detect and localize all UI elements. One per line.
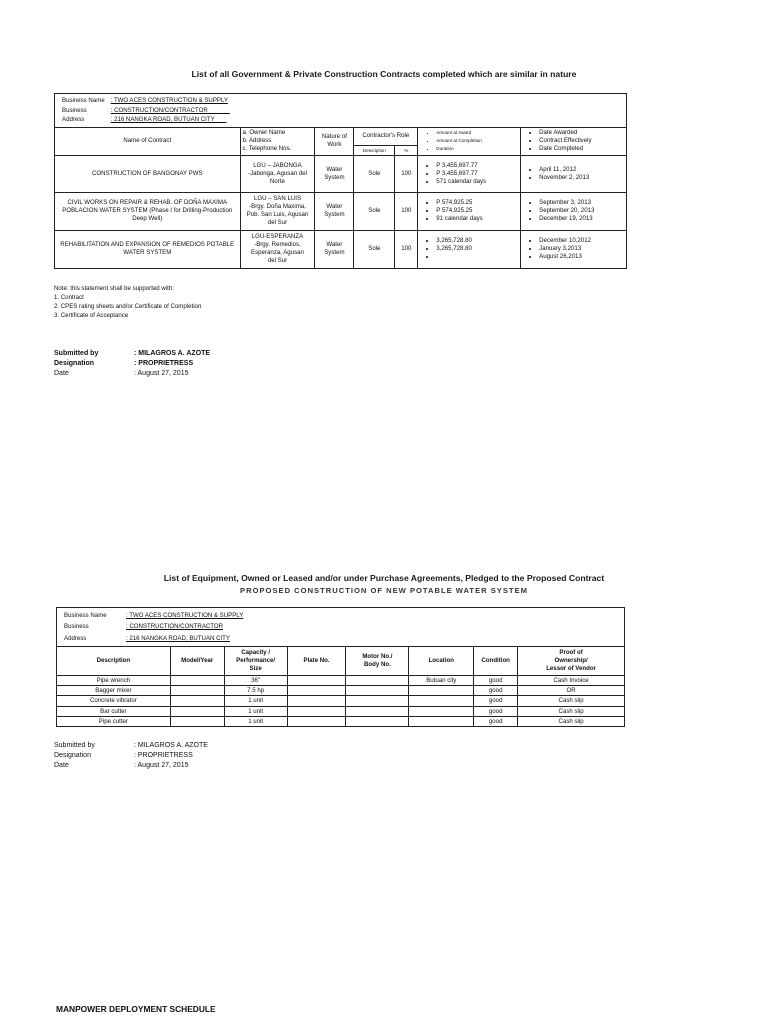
business-label: Business xyxy=(62,106,87,114)
equipment-business-info xyxy=(57,608,625,647)
contract-description: Sole xyxy=(354,230,395,268)
table-row xyxy=(57,706,625,716)
contract-nature: Water System xyxy=(315,230,354,268)
equipment-capacity: 1 unit xyxy=(224,717,287,727)
equipment-condition: good xyxy=(474,675,518,685)
contract-owner: LGU-ESPERANZA -Brgy. Remedios, Esperanza, Agusan del Sur xyxy=(240,230,315,268)
business-name-label: Business Name xyxy=(64,612,107,619)
address-value: : 216 NANGKA ROAD, BUTUAN CITY xyxy=(126,634,230,642)
business-name-label: Business Name xyxy=(62,97,105,104)
equipment-model xyxy=(170,706,224,716)
equipment-description: Pipe wrench xyxy=(57,675,171,685)
address-value: : 216 NANGKA ROAD, BUTUAN CITY ___ xyxy=(110,116,227,123)
header-condition: Condition xyxy=(474,646,518,675)
equipment-motor xyxy=(346,675,409,685)
header-name-of-contract: Name of Contract xyxy=(55,127,241,155)
table-row xyxy=(57,675,625,685)
equipment-model xyxy=(170,675,224,685)
signature-labels-1: Submitted by Designation Date xyxy=(54,350,99,377)
header-motor-no: Motor No./ Body No. xyxy=(346,646,409,675)
equipment-capacity: 36" xyxy=(224,675,287,685)
contract-name: CIVIL WORKS ON REPAIR & REHAB. OF DOÑA MAXIMA POBLACION WATER SYSTEM (Phase I for Drilling-Production Deep Well) xyxy=(55,192,241,230)
equipment-proof: Cash slip xyxy=(518,717,625,727)
address-label: Address xyxy=(62,116,85,123)
equipment-description: Bagger mixer xyxy=(57,686,171,696)
table-row xyxy=(57,696,625,706)
header-plate-no: Plate No. xyxy=(287,646,346,675)
contract-name: CONSTRUCTION OF BANGONAY PWS xyxy=(55,155,241,192)
header-description: Description xyxy=(354,145,395,155)
equipment-condition: good xyxy=(474,706,518,716)
equipment-motor xyxy=(346,706,409,716)
equipment-subtitle: PROPOSED CONSTRUCTION OF NEW POTABLE WATER SYSTEM xyxy=(240,586,528,595)
business-info xyxy=(55,94,627,128)
equipment-location: Butuan city xyxy=(409,675,474,685)
contract-nature: Water System xyxy=(315,155,354,192)
signature-values-1: : MILAGROS A. AZOTE : PROPRIETRESS : August 27, 2015 xyxy=(134,350,211,377)
equipment-proof: Cash Invoice xyxy=(518,675,625,685)
table-row xyxy=(57,686,625,696)
header-location: Location xyxy=(409,646,474,675)
header-capacity: Capacity / Performance/ Size xyxy=(224,646,287,675)
signature-labels-2: Submitted by Designation Date xyxy=(54,742,95,769)
equipment-description: Pipe cutter xyxy=(57,717,171,727)
business-name-value: : TWO ACES CONSTRUCTION & SUPPLY xyxy=(110,97,228,104)
supporting-notes: Note: this statement shall be supported with: 1. Contract 2. CPES rating sheets and/or Certificate of Completion 3. Certificate of Acceptance xyxy=(54,285,202,319)
equipment-motor xyxy=(346,717,409,727)
equipment-model xyxy=(170,696,224,706)
header-nature-of-work: Nature of Work xyxy=(315,127,354,155)
header-owner: a. Owner Name b. Address c. Telephone Nos. xyxy=(240,127,315,155)
equipment-condition: good xyxy=(474,717,518,727)
contract-dates: • September 3, 2013 • September 20, 2013 • December 19, 2013 xyxy=(521,192,627,230)
table-row xyxy=(57,717,625,727)
contract-percent: 100 xyxy=(395,155,418,192)
contract-dates: • April 11, 2012 • November 2, 2013 xyxy=(521,155,627,192)
contract-amounts: • P 3,455,697.77 • P 3,455,697.77 • 571 calendar days xyxy=(418,155,521,192)
header-contractors-role: Contractor's Role xyxy=(354,127,418,145)
contract-percent: 100 xyxy=(395,192,418,230)
contract-amounts: • P 574,925.25 • P 574,925.25 • 91 calendar days xyxy=(418,192,521,230)
header-dates: • Date Awarded • Contract Effectively • Date Completed xyxy=(521,127,627,155)
contracts-table xyxy=(54,93,627,269)
equipment-motor xyxy=(346,696,409,706)
equipment-table xyxy=(56,607,625,727)
header-model-year: Model/Year xyxy=(170,646,224,675)
header-description: Description xyxy=(57,646,171,675)
equipment-proof: Cash slip xyxy=(518,706,625,716)
contract-description: Sole xyxy=(354,192,395,230)
contract-name: REHABILITATION AND EXPANSION OF REMEDIOS POTABLE WATER SYSTEM xyxy=(55,230,241,268)
header-amounts: • Amount at Award • Amount at Completion • Duration xyxy=(418,127,521,155)
manpower-title: MANPOWER DEPLOYMENT SCHEDULE xyxy=(56,1004,216,1014)
contract-owner: LGU – JABONGA -Jabonga, Agusan del Norte xyxy=(240,155,315,192)
equipment-proof: OR xyxy=(518,686,625,696)
equipment-description: Bar cutter xyxy=(57,706,171,716)
equipment-plate xyxy=(287,717,346,727)
business-value: : CONSTRUCTION/CONTRACTOR ______ xyxy=(110,106,230,114)
table-row xyxy=(55,192,627,230)
equipment-plate xyxy=(287,706,346,716)
contract-percent: 100 xyxy=(395,230,418,268)
equipment-plate xyxy=(287,696,346,706)
equipment-proof: Cash slip xyxy=(518,696,625,706)
equipment-plate xyxy=(287,675,346,685)
equipment-location xyxy=(409,686,474,696)
equipment-location xyxy=(409,696,474,706)
equipment-location xyxy=(409,706,474,716)
address-label: Address xyxy=(64,634,87,642)
table-row xyxy=(55,230,627,268)
equipment-model xyxy=(170,686,224,696)
contract-nature: Water System xyxy=(315,192,354,230)
contracts-title: List of all Government & Private Construction Contracts completed which are similar in nature xyxy=(191,69,577,79)
business-label: Business xyxy=(64,623,89,631)
contract-description: Sole xyxy=(354,155,395,192)
signature-values-2: : MILAGROS A. AZOTE : PROPRIETRESS : August 27, 2015 xyxy=(134,742,208,769)
equipment-plate xyxy=(287,686,346,696)
equipment-capacity: 1 unit xyxy=(224,696,287,706)
equipment-title: List of Equipment, Owned or Leased and/or under Purchase Agreements, Pledged to the Proposed Contract xyxy=(163,573,605,583)
equipment-description: Concrete vibrator xyxy=(57,696,171,706)
equipment-location xyxy=(409,717,474,727)
equipment-condition: good xyxy=(474,686,518,696)
equipment-capacity: 1 unit xyxy=(224,706,287,716)
contract-owner: LGU – SAN LUIS -Brgy. Doña Maxima, Pob. San Luis, Agusan del Sur xyxy=(240,192,315,230)
table-row xyxy=(55,155,627,192)
business-name-value: : TWO ACES CONSTRUCTION & SUPPLY xyxy=(126,612,244,619)
equipment-condition: good xyxy=(474,696,518,706)
contract-amounts: • 3,265,728.80 • 3,265,728.80 • xyxy=(418,230,521,268)
equipment-capacity: 7.5 hp xyxy=(224,686,287,696)
equipment-model xyxy=(170,717,224,727)
header-proof-of-ownership: Proof of Ownership/ Lessor of Vendor xyxy=(518,646,625,675)
business-value: : CONSTRUCTION/CONTRACTOR xyxy=(126,623,224,631)
equipment-motor xyxy=(346,686,409,696)
header-percent: % xyxy=(395,145,418,155)
contract-dates: • December 10,2012 • January 3,2013 • August 26,2013 xyxy=(521,230,627,268)
